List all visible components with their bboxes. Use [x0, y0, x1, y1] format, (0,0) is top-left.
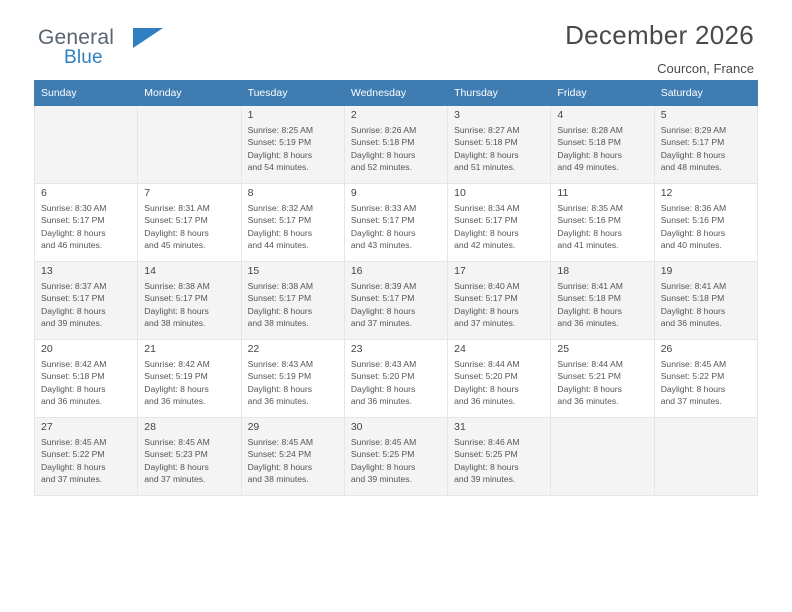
day-sun-info: [557, 358, 648, 408]
calendar-day-empty: [654, 418, 757, 496]
day-sunrise-text: Sunrise: 8:38 AM: [247, 281, 314, 291]
day-daylight2-text: and 36 minutes.: [247, 396, 309, 407]
day-sunrise-text: Sunrise: 8:45 AM: [350, 437, 417, 447]
day-sun-info: [661, 202, 752, 252]
day-sunset-text: Sunset: 5:16 PM: [660, 215, 725, 226]
day-daylight2-text: and 49 minutes.: [557, 162, 619, 173]
day-daylight2-text: and 38 minutes.: [144, 318, 206, 329]
day-sunset-text: Sunset: 5:17 PM: [247, 215, 312, 226]
day-number: 15: [247, 265, 260, 277]
day-daylight1-text: Daylight: 8 hours: [247, 383, 313, 394]
calendar-table: [34, 80, 758, 496]
day-sun-info: [557, 202, 648, 252]
day-daylight2-text: and 37 minutes.: [350, 318, 412, 329]
weekday-header-row: [35, 81, 758, 106]
day-sunrise-text: Sunrise: 8:43 AM: [350, 359, 417, 369]
day-number: 4: [557, 109, 564, 121]
day-daylight1-text: Daylight: 8 hours: [41, 383, 106, 394]
day-sun-info: [41, 280, 132, 330]
day-daylight1-text: Daylight: 8 hours: [660, 305, 726, 316]
day-sun-info: [144, 280, 235, 330]
day-sunset-text: Sunset: 5:22 PM: [660, 371, 725, 382]
day-daylight2-text: and 54 minutes.: [247, 162, 309, 173]
day-daylight1-text: Daylight: 8 hours: [144, 383, 209, 394]
day-daylight1-text: Daylight: 8 hours: [660, 383, 726, 394]
day-sunset-text: Sunset: 5:17 PM: [454, 293, 518, 304]
day-sunset-text: Sunset: 5:17 PM: [144, 215, 208, 226]
day-sunset-text: Sunset: 5:19 PM: [144, 371, 208, 382]
day-daylight1-text: Daylight: 8 hours: [557, 227, 622, 238]
day-sunset-text: Sunset: 5:21 PM: [557, 371, 621, 382]
calendar-day-cell[interactable]: [35, 340, 138, 418]
day-sunset-text: Sunset: 5:24 PM: [247, 449, 312, 460]
day-number: 30: [350, 421, 363, 433]
weekday-header-saturday: Saturday: [654, 81, 757, 106]
day-sunrise-text: Sunrise: 8:39 AM: [350, 281, 417, 291]
page-header: [34, 0, 758, 76]
day-daylight2-text: and 39 minutes.: [350, 474, 412, 485]
day-daylight1-text: Daylight: 8 hours: [247, 149, 313, 160]
day-sunset-text: Sunset: 5:17 PM: [660, 137, 725, 148]
day-sun-info: [248, 436, 339, 486]
day-sunrise-text: Sunrise: 8:27 AM: [454, 125, 520, 135]
day-daylight2-text: and 37 minutes.: [144, 474, 206, 485]
day-sunrise-text: Sunrise: 8:33 AM: [350, 203, 417, 213]
day-sunset-text: Sunset: 5:17 PM: [144, 293, 208, 304]
day-number: 10: [454, 187, 466, 199]
day-sunrise-text: Sunrise: 8:31 AM: [144, 203, 210, 213]
day-sunset-text: Sunset: 5:18 PM: [660, 293, 725, 304]
weekday-header-monday: Monday: [138, 81, 241, 106]
day-daylight2-text: and 42 minutes.: [454, 240, 516, 251]
day-sun-info: [41, 436, 132, 486]
day-sun-info: [351, 436, 442, 486]
calendar-week-row: [35, 418, 758, 496]
flag-icon: [133, 28, 163, 48]
day-sun-info: [454, 202, 545, 252]
day-sunrise-text: Sunrise: 8:45 AM: [247, 437, 314, 447]
day-daylight2-text: and 52 minutes.: [350, 162, 412, 173]
calendar-day-cell[interactable]: [344, 340, 447, 418]
day-sunset-text: Sunset: 5:18 PM: [557, 293, 621, 304]
calendar-day-cell[interactable]: [35, 184, 138, 262]
calendar-day-cell[interactable]: [241, 106, 344, 184]
calendar-day-cell[interactable]: [138, 340, 241, 418]
calendar-day-cell[interactable]: [654, 184, 757, 262]
day-sun-info: [144, 436, 235, 486]
day-number: 12: [660, 187, 673, 199]
day-daylight2-text: and 48 minutes.: [660, 162, 722, 173]
day-sunrise-text: Sunrise: 8:37 AM: [41, 281, 107, 291]
day-sunset-text: Sunset: 5:18 PM: [557, 137, 621, 148]
day-number: 28: [144, 421, 156, 433]
day-sunrise-text: Sunrise: 8:46 AM: [454, 437, 520, 447]
day-sun-info: [41, 358, 132, 408]
day-daylight1-text: Daylight: 8 hours: [144, 305, 209, 316]
day-sunset-text: Sunset: 5:17 PM: [247, 293, 312, 304]
day-daylight1-text: Daylight: 8 hours: [557, 149, 622, 160]
day-daylight1-text: Daylight: 8 hours: [557, 383, 622, 394]
page-title: December 2026: [565, 20, 754, 50]
calendar-day-cell[interactable]: [551, 262, 654, 340]
day-daylight1-text: Daylight: 8 hours: [660, 227, 726, 238]
day-sunrise-text: Sunrise: 8:35 AM: [557, 203, 623, 213]
day-number: 7: [144, 187, 151, 199]
day-number: 14: [144, 265, 156, 277]
day-daylight2-text: and 36 minutes.: [660, 318, 722, 329]
day-sunrise-text: Sunrise: 8:34 AM: [454, 203, 520, 213]
day-number: 19: [660, 265, 673, 277]
calendar-week-row: [35, 106, 758, 184]
day-sunset-text: Sunset: 5:18 PM: [350, 137, 415, 148]
day-sunrise-text: Sunrise: 8:29 AM: [660, 125, 727, 135]
day-sunrise-text: Sunrise: 8:45 AM: [41, 437, 107, 447]
day-sunset-text: Sunset: 5:17 PM: [350, 215, 415, 226]
day-sun-info: [248, 124, 339, 174]
day-number: 9: [350, 187, 357, 199]
day-daylight2-text: and 36 minutes.: [350, 396, 412, 407]
day-sunset-text: Sunset: 5:22 PM: [41, 449, 105, 460]
weekday-header-tuesday: Tuesday: [241, 81, 344, 106]
day-daylight2-text: and 36 minutes.: [454, 396, 516, 407]
day-daylight1-text: Daylight: 8 hours: [247, 461, 313, 472]
day-number: 11: [557, 187, 569, 199]
day-number: 2: [350, 109, 357, 121]
calendar-week-row: [35, 262, 758, 340]
logo-text-general: General: [38, 26, 115, 49]
day-sun-info: [454, 124, 545, 174]
calendar-day-cell[interactable]: [344, 106, 447, 184]
calendar-day-cell[interactable]: [241, 340, 344, 418]
day-sunrise-text: Sunrise: 8:45 AM: [660, 359, 727, 369]
day-daylight1-text: Daylight: 8 hours: [350, 149, 416, 160]
day-sun-info: [351, 124, 442, 174]
day-sun-info: [557, 280, 648, 330]
day-sun-info: [454, 436, 545, 486]
day-sunrise-text: Sunrise: 8:42 AM: [41, 359, 107, 369]
calendar-day-cell[interactable]: [35, 418, 138, 496]
day-number: 20: [41, 343, 53, 355]
calendar-day-cell[interactable]: [654, 106, 757, 184]
day-daylight1-text: Daylight: 8 hours: [350, 383, 416, 394]
weekday-header-friday: Friday: [551, 81, 654, 106]
day-sunset-text: Sunset: 5:25 PM: [350, 449, 415, 460]
day-sun-info: [41, 202, 132, 252]
day-sun-info: [144, 202, 235, 252]
day-sunrise-text: Sunrise: 8:36 AM: [660, 203, 727, 213]
calendar-day-cell[interactable]: [448, 184, 551, 262]
day-sunrise-text: Sunrise: 8:45 AM: [144, 437, 210, 447]
day-daylight2-text: and 46 minutes.: [41, 240, 103, 251]
day-sunrise-text: Sunrise: 8:40 AM: [454, 281, 520, 291]
calendar-day-cell[interactable]: [35, 262, 138, 340]
day-daylight1-text: Daylight: 8 hours: [350, 227, 416, 238]
day-daylight1-text: Daylight: 8 hours: [557, 305, 622, 316]
day-number: 29: [247, 421, 260, 433]
generalblue-logo[interactable]: [38, 26, 178, 72]
day-sunset-text: Sunset: 5:20 PM: [350, 371, 415, 382]
calendar-day-cell[interactable]: [138, 418, 241, 496]
day-daylight2-text: and 41 minutes.: [557, 240, 619, 251]
calendar-day-cell[interactable]: [551, 106, 654, 184]
day-number: 6: [41, 187, 47, 199]
day-daylight1-text: Daylight: 8 hours: [350, 305, 416, 316]
weekday-header-thursday: Thursday: [448, 81, 551, 106]
calendar-week-row: [35, 340, 758, 418]
calendar-day-cell[interactable]: [448, 340, 551, 418]
day-number: 22: [247, 343, 260, 355]
day-number: 24: [454, 343, 466, 355]
day-daylight2-text: and 51 minutes.: [454, 162, 516, 173]
day-sunset-text: Sunset: 5:17 PM: [41, 215, 105, 226]
day-number: 23: [350, 343, 363, 355]
day-sunset-text: Sunset: 5:18 PM: [41, 371, 105, 382]
day-sun-info: [351, 202, 442, 252]
day-daylight2-text: and 39 minutes.: [41, 318, 103, 329]
day-daylight2-text: and 37 minutes.: [660, 396, 722, 407]
calendar-day-cell[interactable]: [138, 262, 241, 340]
day-daylight2-text: and 37 minutes.: [41, 474, 103, 485]
day-daylight1-text: Daylight: 8 hours: [454, 461, 519, 472]
day-sun-info: [248, 358, 339, 408]
day-sunset-text: Sunset: 5:17 PM: [350, 293, 415, 304]
day-sunrise-text: Sunrise: 8:44 AM: [454, 359, 520, 369]
day-sunset-text: Sunset: 5:19 PM: [247, 371, 312, 382]
day-number: 13: [41, 265, 53, 277]
day-daylight1-text: Daylight: 8 hours: [41, 305, 106, 316]
day-daylight2-text: and 36 minutes.: [557, 396, 619, 407]
day-sunrise-text: Sunrise: 8:26 AM: [350, 125, 417, 135]
day-sun-info: [454, 358, 545, 408]
day-daylight1-text: Daylight: 8 hours: [247, 227, 313, 238]
title-block: [565, 20, 754, 76]
day-daylight1-text: Daylight: 8 hours: [41, 461, 106, 472]
day-number: 26: [660, 343, 673, 355]
day-daylight1-text: Daylight: 8 hours: [144, 461, 209, 472]
calendar-day-cell[interactable]: [344, 418, 447, 496]
day-daylight1-text: Daylight: 8 hours: [247, 305, 313, 316]
day-sunrise-text: Sunrise: 8:42 AM: [144, 359, 210, 369]
calendar-day-cell[interactable]: [241, 418, 344, 496]
day-sun-info: [661, 280, 752, 330]
day-number: 8: [247, 187, 254, 199]
day-number: 25: [557, 343, 570, 355]
page-subtitle: Courcon, France: [657, 61, 754, 76]
day-number: 1: [247, 109, 254, 121]
calendar-day-empty: [138, 106, 241, 184]
day-sunrise-text: Sunrise: 8:38 AM: [144, 281, 210, 291]
day-sun-info: [248, 280, 339, 330]
day-number: 3: [454, 109, 460, 121]
day-sunrise-text: Sunrise: 8:25 AM: [247, 125, 314, 135]
weekday-header-sunday: Sunday: [35, 81, 138, 106]
day-sunset-text: Sunset: 5:23 PM: [144, 449, 208, 460]
day-sunrise-text: Sunrise: 8:28 AM: [557, 125, 623, 135]
calendar-day-cell[interactable]: [551, 340, 654, 418]
day-number: 21: [144, 343, 156, 355]
day-daylight1-text: Daylight: 8 hours: [454, 305, 519, 316]
day-sun-info: [351, 358, 442, 408]
day-number: 18: [557, 265, 570, 277]
day-daylight2-text: and 45 minutes.: [144, 240, 206, 251]
day-daylight1-text: Daylight: 8 hours: [454, 227, 519, 238]
day-daylight2-text: and 36 minutes.: [41, 396, 103, 407]
calendar-day-cell[interactable]: [344, 262, 447, 340]
day-sunset-text: Sunset: 5:19 PM: [247, 137, 312, 148]
day-daylight2-text: and 44 minutes.: [247, 240, 309, 251]
day-sunrise-text: Sunrise: 8:41 AM: [660, 281, 727, 291]
logo-text-blue: Blue: [64, 47, 103, 68]
calendar-day-empty: [551, 418, 654, 496]
day-daylight1-text: Daylight: 8 hours: [660, 149, 726, 160]
day-sunrise-text: Sunrise: 8:30 AM: [41, 203, 107, 213]
day-sunrise-text: Sunrise: 8:44 AM: [557, 359, 623, 369]
day-sun-info: [351, 280, 442, 330]
calendar-day-cell[interactable]: [448, 106, 551, 184]
calendar-day-cell[interactable]: [551, 184, 654, 262]
day-sunset-text: Sunset: 5:16 PM: [557, 215, 621, 226]
day-daylight1-text: Daylight: 8 hours: [41, 227, 106, 238]
day-daylight2-text: and 37 minutes.: [454, 318, 516, 329]
calendar-day-cell[interactable]: [138, 184, 241, 262]
day-sun-info: [454, 280, 545, 330]
day-number: 31: [454, 421, 466, 433]
day-sunset-text: Sunset: 5:17 PM: [41, 293, 105, 304]
calendar-week-row: [35, 184, 758, 262]
day-sunset-text: Sunset: 5:18 PM: [454, 137, 518, 148]
calendar-day-cell[interactable]: [241, 262, 344, 340]
calendar-day-empty: [35, 106, 138, 184]
day-number: 5: [660, 109, 667, 121]
day-daylight2-text: and 43 minutes.: [350, 240, 412, 251]
day-sun-info: [144, 358, 235, 408]
day-sunrise-text: Sunrise: 8:43 AM: [247, 359, 314, 369]
day-number: 27: [41, 421, 53, 433]
day-sunrise-text: Sunrise: 8:41 AM: [557, 281, 623, 291]
day-sunset-text: Sunset: 5:17 PM: [454, 215, 518, 226]
calendar-day-cell[interactable]: [448, 262, 551, 340]
day-daylight2-text: and 38 minutes.: [247, 318, 309, 329]
calendar-day-cell[interactable]: [344, 184, 447, 262]
day-sun-info: [557, 124, 648, 174]
calendar-day-cell[interactable]: [448, 418, 551, 496]
day-daylight2-text: and 38 minutes.: [247, 474, 309, 485]
day-daylight2-text: and 36 minutes.: [144, 396, 206, 407]
calendar-body: [35, 106, 758, 496]
calendar-day-cell[interactable]: [241, 184, 344, 262]
day-daylight1-text: Daylight: 8 hours: [454, 149, 519, 160]
day-daylight1-text: Daylight: 8 hours: [144, 227, 209, 238]
day-daylight1-text: Daylight: 8 hours: [454, 383, 519, 394]
day-sunset-text: Sunset: 5:25 PM: [454, 449, 518, 460]
day-daylight2-text: and 40 minutes.: [660, 240, 722, 251]
calendar-day-cell[interactable]: [654, 262, 757, 340]
day-number: 16: [350, 265, 363, 277]
day-sun-info: [661, 358, 752, 408]
day-daylight2-text: and 39 minutes.: [454, 474, 516, 485]
day-sunrise-text: Sunrise: 8:32 AM: [247, 203, 314, 213]
day-number: 17: [454, 265, 466, 277]
day-sun-info: [248, 202, 339, 252]
weekday-header-wednesday: Wednesday: [344, 81, 447, 106]
day-sunset-text: Sunset: 5:20 PM: [454, 371, 518, 382]
day-daylight2-text: and 36 minutes.: [557, 318, 619, 329]
day-sun-info: [661, 124, 752, 174]
day-daylight1-text: Daylight: 8 hours: [350, 461, 416, 472]
calendar-day-cell[interactable]: [654, 340, 757, 418]
